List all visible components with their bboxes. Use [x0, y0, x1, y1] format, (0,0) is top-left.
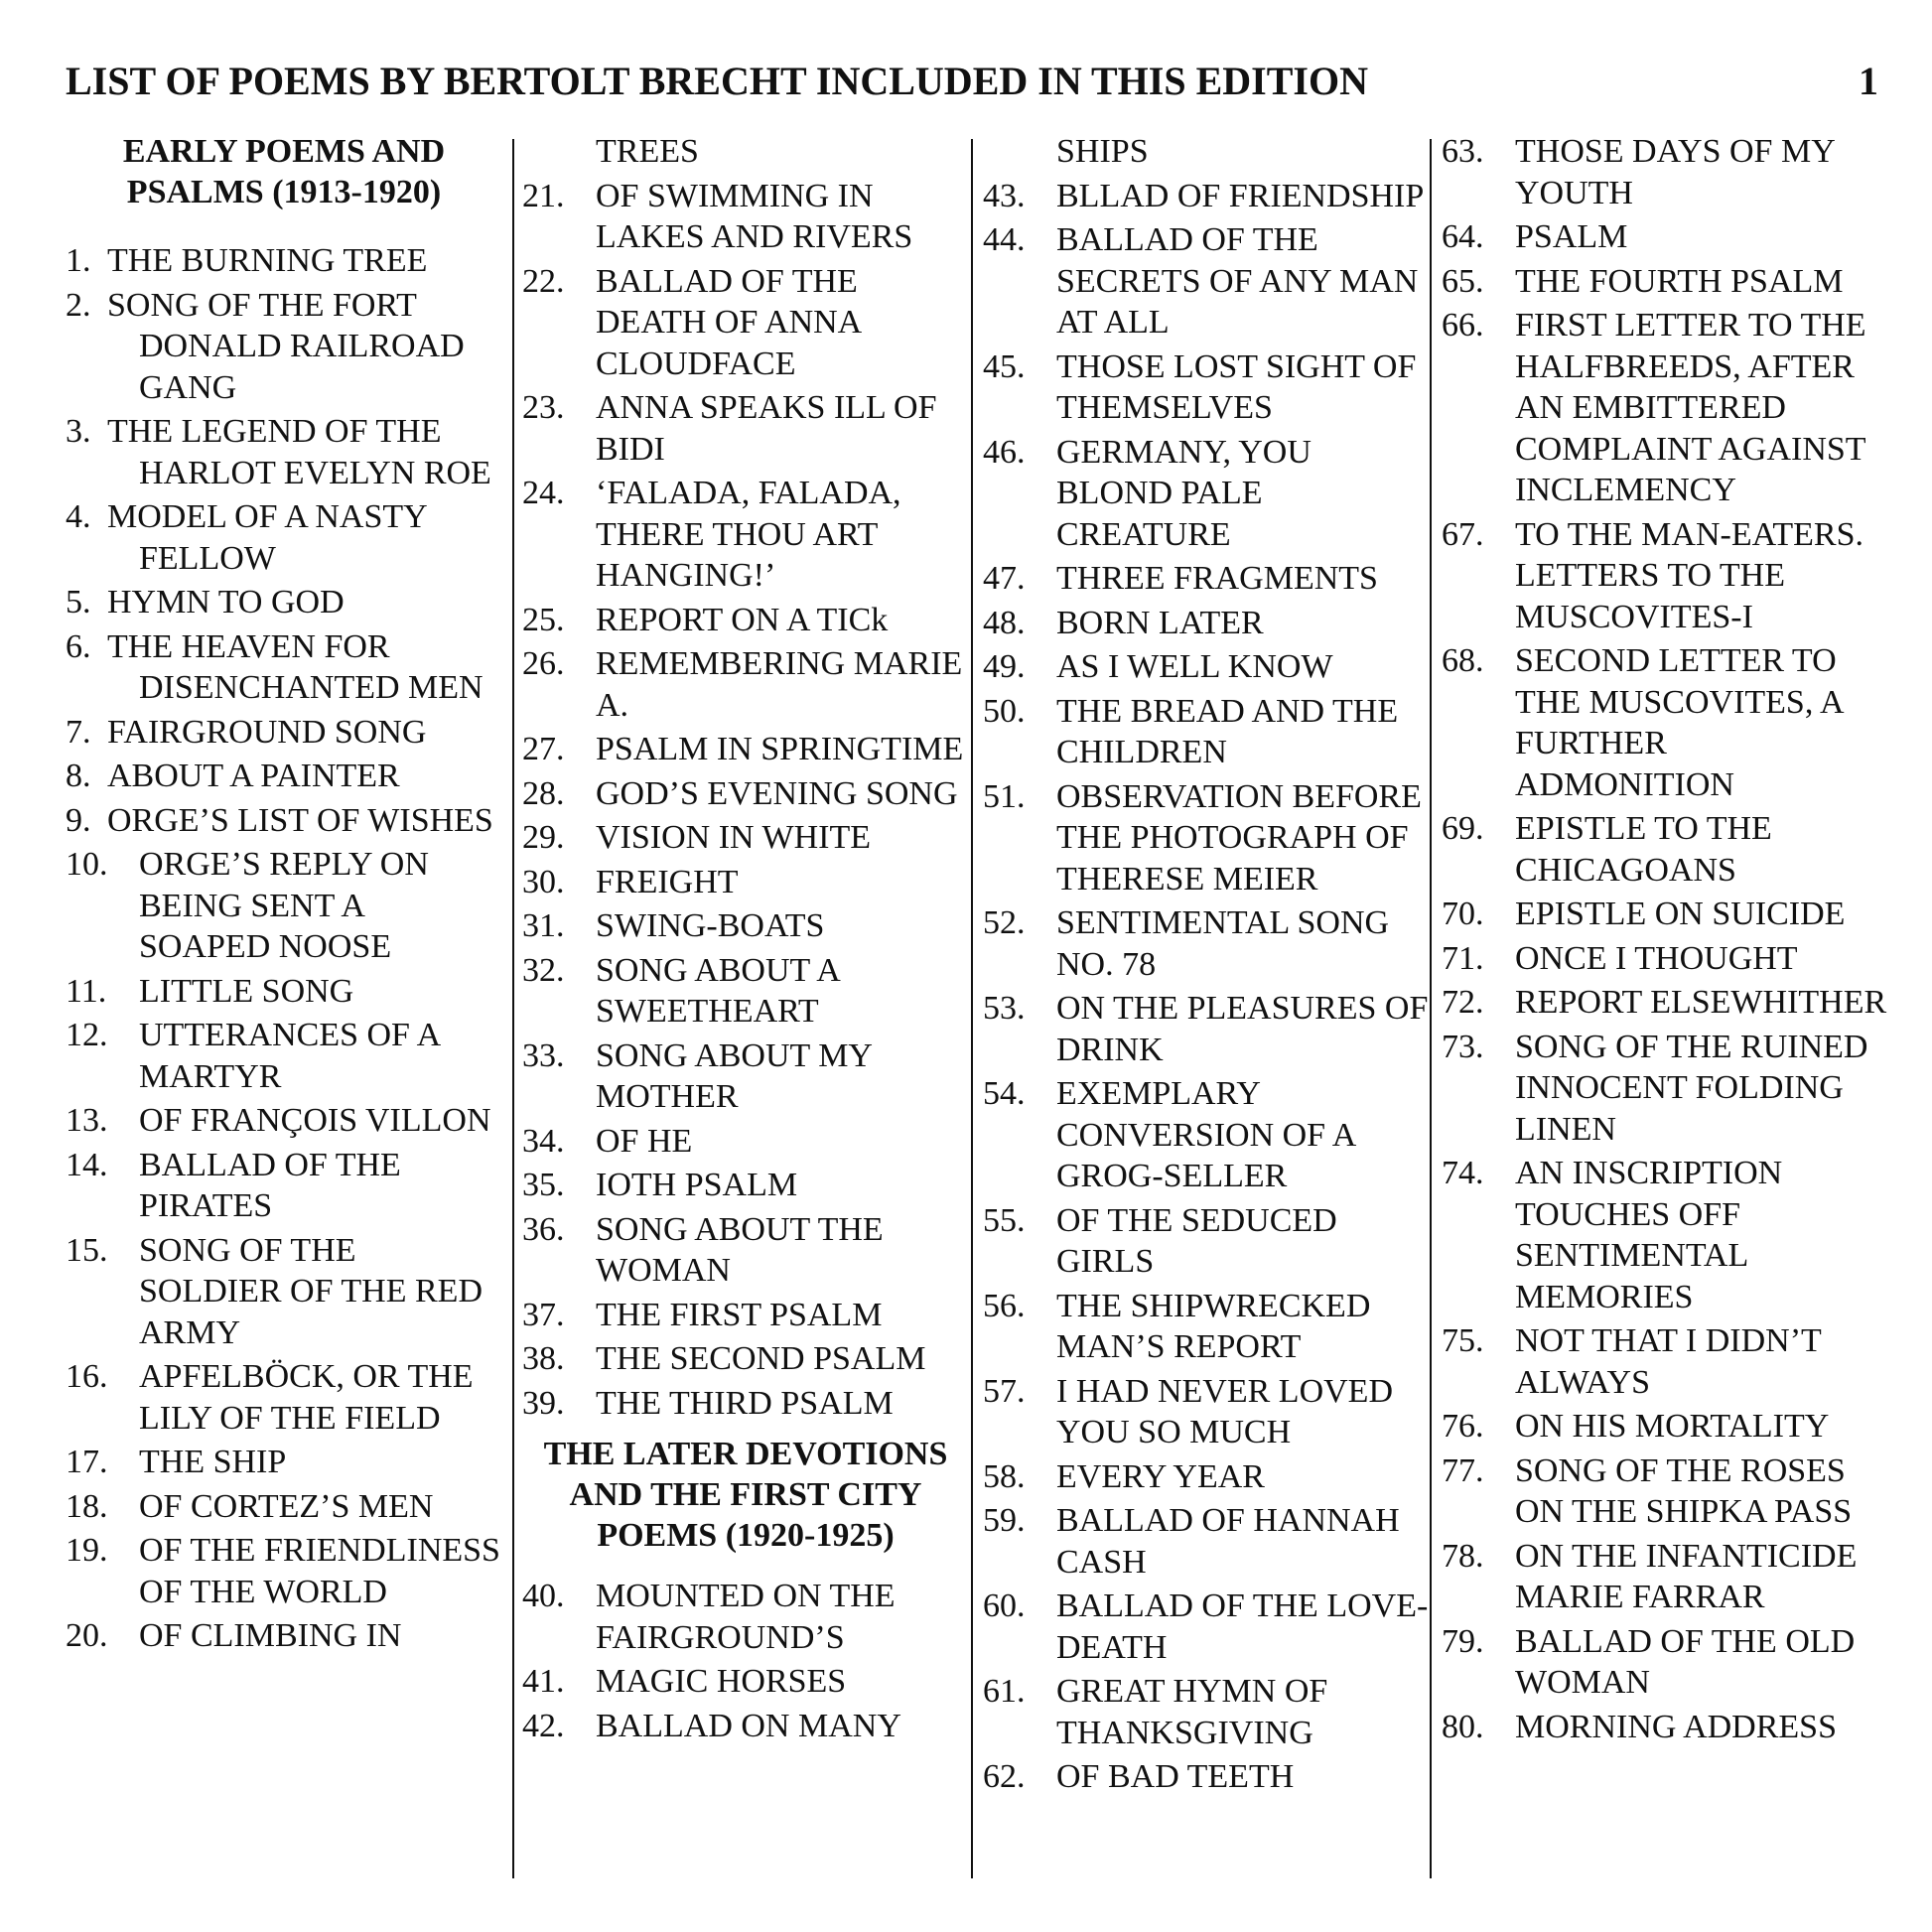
poem-title: ON HIS MORTALITY	[1515, 1408, 1830, 1445]
poem-number: 39.	[522, 1384, 565, 1422]
poem-title: EVERY YEAR	[1056, 1457, 1265, 1495]
poem-number: 14.	[66, 1146, 108, 1183]
poem-entry	[1442, 982, 1888, 1024]
poem-title: SENTIMENTAL SONG NO. 78	[1056, 904, 1390, 983]
poem-number: 74.	[1442, 1155, 1484, 1191]
poem-entry	[522, 176, 969, 258]
poem-number: 47.	[983, 560, 1026, 597]
poem-title: THOSE DAYS OF MY YOUTH	[1515, 133, 1835, 211]
poem-entry	[1442, 131, 1888, 213]
poem-title: THOSE LOST SIGHT OF THEMSELVES	[1056, 347, 1417, 426]
poem-title: REMEMBERING MARIE A.	[596, 645, 963, 724]
poem-number: 57.	[983, 1372, 1026, 1410]
poem-entry	[522, 643, 969, 726]
poem-number: 49.	[983, 648, 1026, 685]
poem-entry	[66, 1530, 502, 1612]
poem-entry	[1442, 1707, 1888, 1748]
poem-number: 27.	[522, 731, 565, 767]
poem-entry	[522, 1209, 969, 1292]
poem-number: 70.	[1442, 896, 1484, 932]
poem-entry	[522, 1035, 969, 1118]
poem-entry	[1442, 938, 1888, 980]
poem-entry	[983, 603, 1430, 644]
poem-title: UTTERANCES OF A MARTYR	[139, 1017, 440, 1095]
poem-entry	[66, 756, 502, 797]
poem-entry	[983, 1586, 1430, 1668]
poem-entry	[522, 1383, 969, 1425]
poem-title: FAIRGROUND SONG	[107, 713, 427, 751]
poem-number: 20.	[66, 1617, 108, 1654]
poem-entry	[522, 1295, 969, 1336]
poem-number: 65.	[1442, 262, 1484, 300]
poem-number: 16.	[66, 1358, 108, 1395]
poem-title: MORNING ADDRESS	[1515, 1708, 1837, 1745]
poem-column-3	[983, 131, 1430, 1801]
section-heading-line: PSALMS (1913-1920)	[126, 174, 442, 210]
poem-title: SONG OF THE SOLDIER OF THE RED ARMY	[139, 1231, 483, 1351]
poem-entry	[522, 817, 969, 859]
poem-number: 78.	[1442, 1537, 1484, 1575]
page-number: 1	[1859, 59, 1878, 103]
poem-title: IOTH PSALM	[596, 1167, 798, 1203]
poem-number: 30.	[522, 863, 565, 900]
poem-number: 33.	[522, 1036, 565, 1074]
poem-entry	[66, 496, 502, 579]
poem-number: 15.	[66, 1231, 108, 1269]
poem-entry	[522, 1121, 969, 1163]
section-heading-line: POEMS (1920-1925)	[597, 1517, 895, 1554]
poem-number: 7.	[66, 713, 91, 751]
poem-number: 56.	[983, 1287, 1026, 1324]
poem-title: SONG OF THE FORT DONALD RAILROAD GANG	[107, 286, 465, 406]
poem-number: 5.	[66, 584, 91, 621]
column-divider	[971, 139, 973, 1878]
poem-number: 11.	[66, 972, 107, 1010]
poem-number: 64.	[1442, 218, 1484, 255]
poem-entry	[522, 950, 969, 1033]
poem-title: ABOUT A PAINTER	[107, 758, 400, 794]
poem-entry	[983, 1200, 1430, 1283]
poem-number: 54.	[983, 1075, 1026, 1112]
poem-entry	[983, 1671, 1430, 1753]
poem-title: OF THE SEDUCED GIRLS	[1056, 1201, 1337, 1280]
poem-title: OF CLIMBING IN	[139, 1617, 402, 1654]
poem-title: MAGIC HORSES	[596, 1663, 847, 1700]
poem-number: 72.	[1442, 984, 1484, 1021]
poem-entry	[983, 176, 1430, 217]
poem-entry	[1442, 808, 1888, 891]
continued-entry-text: SHIPS	[1056, 133, 1149, 170]
poem-title: ORGE’S LIST OF WISHES	[107, 801, 493, 839]
poem-title: THE FIRST PSALM	[596, 1296, 883, 1333]
poem-title: THE SHIPWRECKED MAN’S REPORT	[1056, 1287, 1371, 1365]
poem-number: 3.	[66, 413, 91, 450]
poem-title: VISION IN WHITE	[596, 819, 871, 856]
poem-number: 35.	[522, 1167, 565, 1203]
poem-number: 62.	[983, 1758, 1026, 1795]
poem-number: 38.	[522, 1340, 565, 1377]
poem-title: PSALM	[1515, 218, 1628, 255]
poem-number: 61.	[983, 1673, 1026, 1710]
poem-title: PSALM IN SPRINGTIME	[596, 731, 964, 767]
poem-entry	[983, 1456, 1430, 1498]
poem-title: ON THE PLEASURES OF DRINK	[1056, 990, 1429, 1068]
poem-entry	[1442, 1027, 1888, 1151]
poem-title: MODEL OF A NASTY FELLOW	[107, 498, 427, 577]
poem-title: SECOND LETTER TO THE MUSCOVITES, A FURTHER ADMONITION	[1515, 642, 1843, 803]
poem-entry	[522, 261, 969, 385]
poem-entry	[983, 432, 1430, 556]
poem-entry	[522, 1165, 969, 1206]
poem-entry	[1442, 1153, 1888, 1317]
poem-number: 26.	[522, 645, 565, 682]
poem-title: SWING-BOATS	[596, 907, 825, 944]
poem-number: 41.	[522, 1663, 565, 1700]
poem-entry	[522, 1338, 969, 1380]
poem-title: MOUNTED ON THE FAIRGROUND’S	[596, 1578, 896, 1656]
poem-title: EPISTLE TO THE CHICAGOANS	[1515, 810, 1772, 889]
poem-entry	[522, 1576, 969, 1658]
poem-entry	[983, 1500, 1430, 1583]
poem-title: ‘FALADA, FALADA, THERE THOU ART HANGING!’	[596, 475, 901, 594]
poem-number: 63.	[1442, 133, 1484, 170]
poem-title: OF CORTEZ’S MEN	[139, 1487, 434, 1525]
poem-title: ANNA SPEAKS ILL OF BIDI	[596, 389, 937, 468]
poem-entry	[522, 473, 969, 597]
poem-column-4	[1442, 131, 1888, 1750]
poem-number: 50.	[983, 692, 1026, 730]
page-title: LIST OF POEMS BY BERTOLT BRECHT INCLUDED IN THIS EDITION	[66, 59, 1368, 103]
poem-title: SONG OF THE RUINED INNOCENT FOLDING LINEN	[1515, 1028, 1868, 1148]
poem-entry	[1442, 1621, 1888, 1704]
poem-title: I HAD NEVER LOVED YOU SO MUCH	[1056, 1372, 1394, 1450]
poem-number: 1.	[66, 242, 91, 279]
poem-entry	[983, 776, 1430, 900]
poem-title: THE HEAVEN FOR DISENCHANTED MEN	[107, 627, 483, 706]
poem-entry	[1442, 1320, 1888, 1403]
poem-entry	[1442, 1450, 1888, 1533]
poem-entry	[66, 626, 502, 709]
poem-number: 77.	[1442, 1451, 1484, 1489]
poem-number: 68.	[1442, 642, 1484, 679]
poem-entry	[522, 1706, 969, 1747]
poem-number: 22.	[522, 262, 565, 300]
poem-entry	[66, 582, 502, 623]
poem-number: 36.	[522, 1210, 565, 1248]
poem-entry	[66, 971, 502, 1013]
poem-number: 59.	[983, 1502, 1026, 1539]
poem-entry	[1442, 261, 1888, 303]
poem-entry	[983, 646, 1430, 688]
poem-title: BALLAD ON MANY	[596, 1707, 901, 1744]
poem-entry	[983, 902, 1430, 985]
poem-number: 79.	[1442, 1622, 1484, 1660]
poem-title: AN INSCRIPTION TOUCHES OFF SENTIMENTAL MEMORIES	[1515, 1155, 1783, 1315]
poem-title: FREIGHT	[596, 863, 739, 900]
poem-entry	[66, 1145, 502, 1227]
poem-number: 46.	[983, 433, 1026, 471]
poem-number: 37.	[522, 1296, 565, 1333]
poem-title: THE BURNING TREE	[107, 242, 428, 279]
poem-title: THE SHIP	[139, 1444, 287, 1480]
poem-number: 28.	[522, 774, 565, 812]
poem-entry	[983, 219, 1430, 344]
poem-entry	[983, 558, 1430, 600]
poem-title: THE SECOND PSALM	[596, 1340, 926, 1377]
section-heading-line: AND THE FIRST CITY	[569, 1476, 922, 1513]
poem-title: EXEMPLARY CONVERSION OF A GROG-SELLER	[1056, 1075, 1355, 1194]
section-heading-line: THE LATER DEVOTIONS	[543, 1436, 948, 1472]
poem-title: THE LEGEND OF THE HARLOT EVELYN ROE	[107, 413, 491, 491]
poem-entry	[1442, 1406, 1888, 1448]
poem-number: 6.	[66, 627, 91, 665]
poem-number: 71.	[1442, 939, 1484, 977]
poem-number: 45.	[983, 347, 1026, 385]
poem-entry	[66, 1615, 502, 1657]
poem-number: 69.	[1442, 810, 1484, 847]
poem-title: GERMANY, YOU BLOND PALE CREATURE	[1056, 433, 1311, 553]
poem-number: 24.	[522, 475, 565, 511]
poem-number: 66.	[1442, 307, 1484, 344]
poem-entry	[66, 1486, 502, 1528]
poem-entry	[983, 1286, 1430, 1368]
poem-title: BLLAD OF FRIENDSHIP	[1056, 177, 1425, 214]
poem-entry	[66, 285, 502, 409]
poem-title: HYMN TO GOD	[107, 584, 345, 621]
poem-column-2	[522, 131, 969, 1749]
poem-title: OBSERVATION BEFORE THE PHOTOGRAPH OF THERESE MEIER	[1056, 777, 1422, 897]
poem-number: 42.	[522, 1707, 565, 1744]
poem-number: 13.	[66, 1102, 108, 1139]
poem-title: EPISTLE ON SUICIDE	[1515, 896, 1846, 932]
poem-entry	[522, 862, 969, 903]
column-divider	[1430, 139, 1432, 1878]
section-heading	[522, 1434, 969, 1556]
poem-title: BALLAD OF THE PIRATES	[139, 1146, 401, 1224]
poem-number: 18.	[66, 1487, 108, 1525]
poem-number: 21.	[522, 177, 565, 214]
poem-entry	[983, 988, 1430, 1070]
poem-entry	[983, 1073, 1430, 1197]
poem-number: 40.	[522, 1578, 565, 1614]
poem-entry	[66, 411, 502, 493]
poem-entry	[522, 905, 969, 947]
poem-entry	[66, 1100, 502, 1142]
poem-title: BALLAD OF THE DEATH OF ANNA CLOUDFACE	[596, 262, 861, 382]
poem-title: NOT THAT I DIDN’T ALWAYS	[1515, 1322, 1822, 1401]
poem-title: LITTLE SONG	[139, 972, 354, 1010]
section-heading	[66, 131, 502, 212]
poem-column-1	[66, 131, 502, 1660]
poem-title: SONG OF THE ROSES ON THE SHIPKA PASS	[1515, 1451, 1853, 1530]
poem-title: THREE FRAGMENTS	[1056, 560, 1378, 597]
poem-number: 23.	[522, 389, 565, 426]
poem-number: 44.	[983, 221, 1026, 258]
poem-entry	[66, 240, 502, 282]
poem-number: 34.	[522, 1122, 565, 1160]
poem-number: 31.	[522, 907, 565, 944]
column-divider	[512, 139, 514, 1878]
poem-title: APFELBÖCK, OR THE LILY OF THE FIELD	[139, 1358, 474, 1437]
poem-number: 52.	[983, 904, 1026, 941]
section-heading-line: EARLY POEMS AND	[122, 133, 446, 170]
poem-number: 8.	[66, 758, 91, 794]
poem-number: 76.	[1442, 1408, 1484, 1445]
poem-title: REPORT ON A TICk	[596, 601, 889, 638]
poem-entry	[522, 600, 969, 641]
poem-title: BALLAD OF THE LOVE-DEATH	[1056, 1587, 1429, 1666]
poem-number: 10.	[66, 846, 108, 883]
poem-entry	[66, 1230, 502, 1354]
poem-entry	[522, 387, 969, 470]
poem-title: BORN LATER	[1056, 604, 1264, 641]
poem-number: 80.	[1442, 1708, 1484, 1745]
poem-number: 58.	[983, 1457, 1026, 1495]
poem-entry	[66, 1015, 502, 1097]
poem-entry	[1442, 1536, 1888, 1618]
poem-title: ORGE’S REPLY ON BEING SENT A SOAPED NOOSE	[139, 846, 429, 965]
poem-number: 43.	[983, 177, 1026, 214]
poem-title: SONG ABOUT MY MOTHER	[596, 1036, 872, 1115]
poem-entry	[983, 691, 1430, 773]
poem-title: OF BAD TEETH	[1056, 1758, 1295, 1795]
poem-title: REPORT ELSEWHITHER	[1515, 984, 1887, 1021]
poem-number: 60.	[983, 1587, 1026, 1624]
poem-number: 55.	[983, 1201, 1026, 1239]
poem-number: 53.	[983, 990, 1026, 1027]
poem-title: THE FOURTH PSALM	[1515, 262, 1844, 300]
poem-title: TO THE MAN-EATERS. LETTERS TO THE MUSCOVITES-I	[1515, 515, 1864, 635]
poem-entry	[1442, 216, 1888, 258]
poem-title: THE BREAD AND THE CHILDREN	[1056, 692, 1399, 770]
poem-entry	[983, 1371, 1430, 1453]
poem-entry	[66, 1442, 502, 1483]
poem-title: SONG ABOUT A SWEETHEART	[596, 951, 839, 1030]
poem-title: GREAT HYMN OF THANKSGIVING	[1056, 1673, 1328, 1751]
poem-number: 73.	[1442, 1028, 1484, 1065]
poem-entry	[1442, 894, 1888, 935]
poem-title: BALLAD OF THE OLD WOMAN	[1515, 1622, 1856, 1701]
poem-number: 19.	[66, 1532, 108, 1569]
poem-entry	[66, 1356, 502, 1439]
poem-title: OF SWIMMING IN LAKES AND RIVERS	[596, 177, 913, 255]
poem-title: BALLAD OF HANNAH CASH	[1056, 1502, 1400, 1581]
poem-number: 4.	[66, 498, 91, 535]
poem-title: ON THE INFANTICIDE MARIE FARRAR	[1515, 1537, 1858, 1615]
poem-title: FIRST LETTER TO THE HALFBREEDS, AFTER AN EMBITTERED COMPLAINT AGAINST INCLEMENCY	[1515, 307, 1866, 508]
poem-number: 48.	[983, 604, 1026, 641]
poem-title: AS I WELL KNOW	[1056, 648, 1333, 685]
poem-number: 51.	[983, 777, 1026, 815]
poem-title: OF THE FRIENDLINESS OF THE WORLD	[139, 1532, 500, 1610]
poem-number: 67.	[1442, 515, 1484, 553]
poem-entry	[66, 712, 502, 754]
poem-number: 9.	[66, 801, 91, 839]
poem-number: 75.	[1442, 1322, 1484, 1359]
poem-number: 32.	[522, 951, 565, 989]
poem-number: 12.	[66, 1017, 108, 1053]
poem-title: OF HE	[596, 1122, 693, 1160]
poem-entry	[66, 844, 502, 968]
poem-entry	[66, 800, 502, 842]
poem-title: SONG ABOUT THE WOMAN	[596, 1210, 884, 1289]
poem-number: 2.	[66, 286, 91, 324]
poem-entry	[1442, 514, 1888, 638]
poem-number: 29.	[522, 819, 565, 856]
poem-title: BALLAD OF THE SECRETS OF ANY MAN AT ALL	[1056, 221, 1419, 341]
poem-number: 25.	[522, 601, 565, 638]
poem-entry	[522, 1661, 969, 1703]
poem-entry	[522, 729, 969, 770]
poem-title: THE THIRD PSALM	[596, 1384, 894, 1422]
continued-entry-text: TREES	[596, 133, 699, 170]
poem-entry	[983, 1756, 1430, 1798]
poem-entry	[522, 773, 969, 815]
poem-entry	[983, 346, 1430, 429]
poem-number: 17.	[66, 1444, 108, 1480]
poem-entry	[1442, 640, 1888, 805]
poem-entry	[1442, 305, 1888, 511]
poem-title: GOD’S EVENING SONG	[596, 774, 958, 812]
poem-title: ONCE I THOUGHT	[1515, 939, 1798, 977]
poem-title: OF FRANÇOIS VILLON	[139, 1102, 491, 1139]
